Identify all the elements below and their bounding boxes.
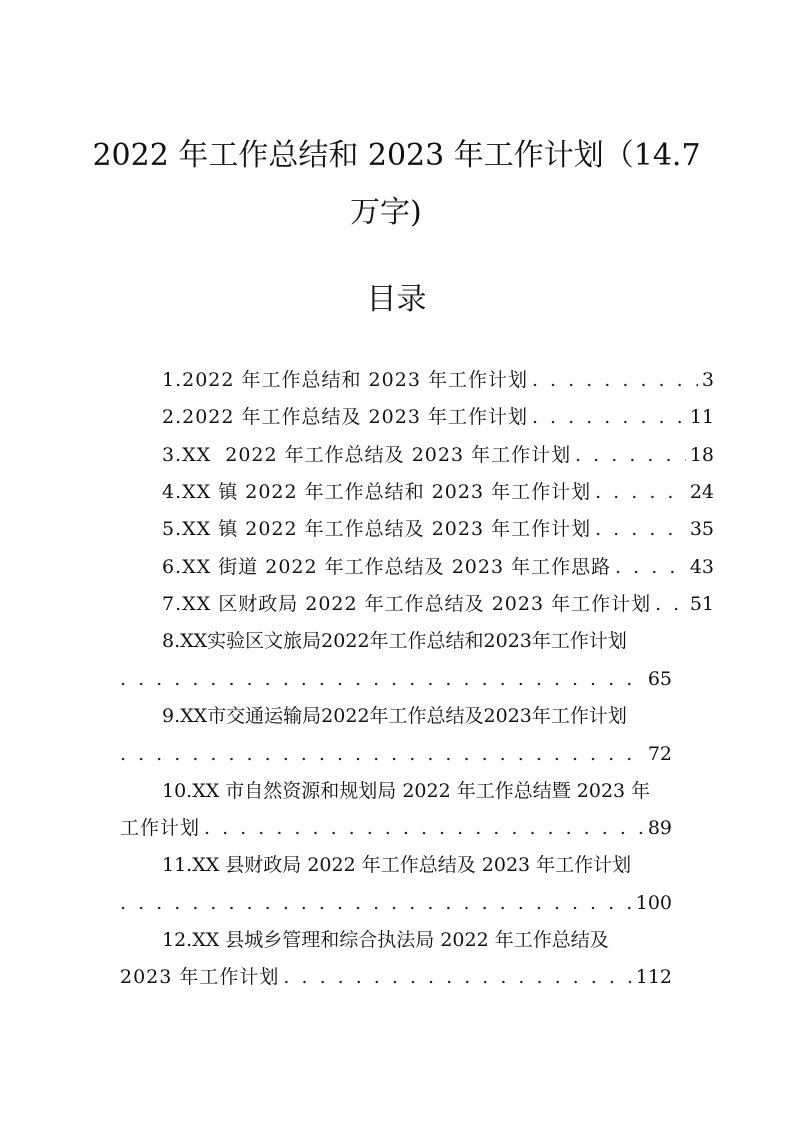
toc-entry-7[interactable] xyxy=(120,593,714,615)
toc-entry-5[interactable] xyxy=(120,518,714,540)
toc-entry-text: 10.XX 市自然资源和规划局 2022 年工作总结暨 2023 年 xyxy=(162,780,651,802)
toc-entry-text: 11.XX 县财政局 2022 年工作总结及 2023 年工作计划 xyxy=(162,854,632,876)
toc-leader xyxy=(120,743,644,765)
toc-page-number: 35 xyxy=(689,518,714,540)
toc-entry-11[interactable] xyxy=(120,854,714,876)
toc-page-number: 24 xyxy=(689,481,714,503)
toc-entry-8[interactable] xyxy=(120,630,714,652)
toc-page-number: 112 xyxy=(635,966,672,988)
toc-entry-text: 4.XX 镇 2022 年工作总结和 2023 年工作计划 xyxy=(162,481,592,503)
toc-page-number: 89 xyxy=(647,817,672,839)
toc-entry-text: 9.XX市交通运输局2022年工作总结及2023年工作计划 xyxy=(162,705,627,727)
toc-entry-9-continued[interactable] xyxy=(120,743,672,765)
toc-entry-text: 1.2022 年工作总结和 2023 年工作计划 xyxy=(162,369,528,391)
toc-leader xyxy=(532,406,686,428)
toc-page-number: 18 xyxy=(689,444,714,466)
toc-page-number: 51 xyxy=(689,593,714,615)
toc-leader xyxy=(283,966,631,988)
toc-page-number: 43 xyxy=(689,556,714,578)
toc-leader xyxy=(204,817,644,839)
toc-entry-3[interactable] xyxy=(120,444,714,466)
toc-entry-text: 12.XX 县城乡管理和综合执法局 2022 年工作总结及 xyxy=(162,929,609,951)
toc-entry-text: 7.XX 区财政局 2022 年工作总结及 2023 年工作计划 xyxy=(162,593,652,615)
toc-leader xyxy=(655,593,686,615)
toc-page-number: 3 xyxy=(701,369,714,391)
toc-entry-text: 2.2022 年工作总结及 2023 年工作计划 xyxy=(162,406,528,428)
toc-entry-12[interactable] xyxy=(120,929,714,951)
toc-entry-12-continued[interactable] xyxy=(120,966,672,988)
toc-entry-1[interactable] xyxy=(120,369,714,391)
toc-leader xyxy=(120,668,644,690)
toc-entry-6[interactable] xyxy=(120,556,714,578)
toc-page-number: 65 xyxy=(647,668,672,690)
toc-entry-10-continued[interactable] xyxy=(120,817,672,839)
toc-leader xyxy=(575,444,686,466)
toc-entry-text: 6.XX 街道 2022 年工作总结及 2023 年工作思路 xyxy=(162,556,612,578)
document-title-line-2: 万字) xyxy=(350,195,422,230)
toc-page-number: 72 xyxy=(647,743,672,765)
toc-entry-10[interactable] xyxy=(120,780,714,802)
toc-leader xyxy=(120,892,632,914)
toc-leader xyxy=(595,518,686,540)
toc-entry-2[interactable] xyxy=(120,406,714,428)
toc-entry-8-continued[interactable] xyxy=(120,668,672,690)
toc-entry-text-continued: 工作计划 xyxy=(120,817,201,839)
toc-page-number: 100 xyxy=(635,892,672,914)
toc-entry-text: 8.XX实验区文旅局2022年工作总结和2023年工作计划 xyxy=(162,630,627,652)
toc-leader xyxy=(532,369,698,391)
toc-leader xyxy=(595,481,686,503)
toc-entry-9[interactable] xyxy=(120,705,714,727)
toc-entry-4[interactable] xyxy=(120,481,714,503)
toc-leader xyxy=(615,556,686,578)
toc-entry-text: 5.XX 镇 2022 年工作总结及 2023 年工作计划 xyxy=(162,518,592,540)
toc-page-number: 11 xyxy=(689,406,714,428)
document-title-line-1: 2022 年工作总结和 2023 年工作计划（14.7 xyxy=(92,138,701,173)
toc-entry-text: 3.XX 2022 年工作总结及 2023 年工作计划 xyxy=(162,444,572,466)
toc-entry-11-continued[interactable] xyxy=(120,892,672,914)
toc-heading: 目录 xyxy=(366,282,427,317)
toc-entry-text-continued: 2023 年工作计划 xyxy=(120,966,280,988)
